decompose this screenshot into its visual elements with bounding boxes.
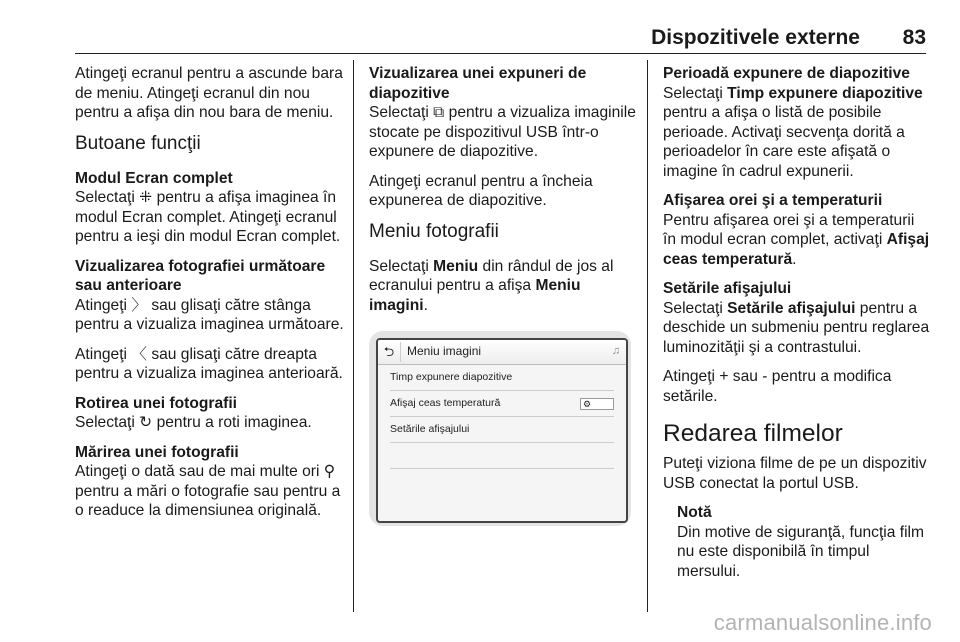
column-3: [663, 64, 931, 581]
paragraph-slideshow: Selectaţi ⧉ pentru a vizualiza imaginile stocate pe dispozitivul USB într-o expunere de diapozitive.: [369, 104, 636, 160]
paragraph-clock-temp: Pentru afişarea orei şi a temperaturii în modul ecran complet, activaţi Afişaj ceas temperatură.: [663, 211, 930, 268]
paragraph-movies: Puteţi viziona filme de pe un dispozitiv USB conectat la portul USB.: [663, 455, 927, 492]
rotate-icon: ↻: [139, 414, 153, 431]
heading-function-buttons: Butoane funcţii: [75, 132, 201, 154]
toggle-knob-icon: ⚙: [583, 399, 592, 409]
back-icon: ⮌: [383, 344, 395, 360]
heading-clock-temp: Afişarea orei şi a temperaturii: [663, 192, 883, 209]
screen-item-display-settings: Setările afişajului: [390, 417, 614, 443]
screen-item-clock-temp: Afişaj ceas temperatură ⚙: [390, 391, 614, 417]
note-box: [677, 503, 931, 581]
heading-slideshow-period: Perioadă expunere de diapozitive: [663, 65, 910, 82]
heading-fullscreen: Modul Ecran complet: [75, 169, 233, 187]
paragraph-slideshow-end: Atingeţi ecranul pentru a încheia expunerea de diapozitive.: [369, 172, 593, 209]
fullscreen-icon: ⁜: [139, 189, 153, 206]
heading-movie-playback: Redarea filmelor: [663, 420, 843, 447]
heading-photo-menu: Meniu fotografii: [369, 220, 499, 242]
chevron-left-icon: 〈: [131, 345, 147, 363]
column-2: [369, 64, 637, 526]
column-divider-1: [353, 60, 354, 612]
screen-header: [378, 340, 626, 365]
paragraph-prev: Atingeţi 〈 sau glisaţi către dreapta pentru a vizualiza imaginea anterioară.: [75, 345, 343, 382]
page-number: 83: [902, 26, 926, 49]
slideshow-icon: ⧉: [433, 104, 445, 121]
heading-rotate: Rotirea unei fotografii: [75, 394, 238, 412]
screen-empty-row: [390, 443, 614, 469]
header-divider: [75, 53, 926, 54]
heading-next-prev: Vizualizarea fotografiei următoare sau anterioare: [75, 257, 326, 294]
infotainment-screen: [376, 338, 628, 523]
music-note-icon: ♫: [611, 345, 621, 358]
paragraph-rotate: Selectaţi ↻ pentru a roti imaginea.: [75, 414, 312, 431]
chevron-right-icon: 〉: [131, 296, 147, 314]
paragraph-display-adjust: Atingeţi + sau - pentru a modifica setările.: [663, 368, 892, 405]
watermark: carmanualsonline.info: [713, 610, 932, 635]
heading-display-settings: Setările afişajului: [663, 280, 792, 297]
paragraph-slideshow-period: Selectaţi Timp expunere diapozitive pentru a afişa o listă de posibile perioade. Activaţi secvenţa dorită a perioadelor în care este afişată o imagine în cadrul expunerii.: [663, 84, 923, 180]
screen-title: Meniu imagini: [400, 342, 606, 362]
column-1: [75, 64, 345, 531]
column-divider-2: [647, 60, 648, 612]
paragraph-zoom: Atingeţi o dată sau de mai multe ori ⚲ pentru a mări o fotografie sau pentru a o readuce la dimensiunea originală.: [75, 463, 341, 519]
paragraph-hide-menu: Atingeţi ecranul pentru a ascunde bara de meniu. Atingeţi ecranul din nou pentru a afişa din nou bara de meniu.: [75, 65, 343, 121]
heading-zoom: Mărirea unei fotografii: [75, 443, 239, 461]
paragraph-fullscreen: Selectaţi ⁜ pentru a afişa imaginea în modul Ecran complet. Atingeţi ecranul pentru a ieşi din modul Ecran complet.: [75, 189, 341, 245]
toggle-switch: [580, 398, 614, 410]
heading-slideshow: Vizualizarea unei expuneri de diapozitive: [369, 65, 587, 102]
note-title: Notă: [677, 504, 712, 521]
screen-item-slideshow-time: Timp expunere diapozitive: [390, 365, 614, 391]
paragraph-display-settings: Selectaţi Setările afişajului pentru a deschide un submeniu pentru reglarea luminozităţii şi a contrastului.: [663, 299, 930, 356]
screenshot-illustration: [369, 331, 631, 526]
paragraph-next: Atingeţi 〉 sau glisaţi către stânga pentru a vizualiza imaginea următoare.: [75, 296, 344, 333]
note-text: Din motive de siguranţă, funcţia film nu este disponibilă în timpul mersului.: [677, 523, 925, 580]
paragraph-photo-menu: Selectaţi Meniu din rândul de jos al ecranului pentru a afişa Meniu imagini.: [369, 257, 614, 314]
zoom-icon: ⚲: [323, 463, 336, 480]
page-header-title: Dispozitivele externe: [651, 26, 860, 49]
